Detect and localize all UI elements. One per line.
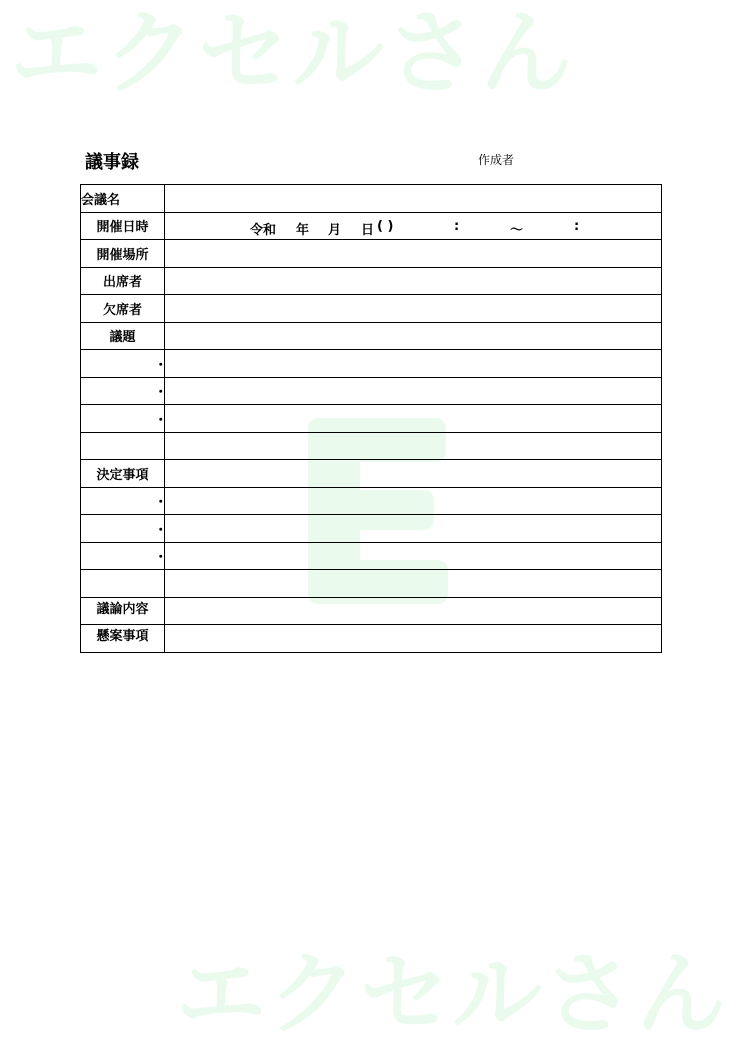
author-label: 作成者: [478, 153, 515, 167]
field-decision-item-3[interactable]: [165, 542, 662, 570]
field-agenda-item-3[interactable]: [165, 405, 662, 433]
decision-bullet-2: ･: [81, 515, 165, 543]
row-agenda-item-2: [81, 377, 662, 405]
row-blank-1: [81, 432, 662, 460]
field-absentees[interactable]: [165, 295, 662, 323]
document-title: 議事録: [85, 152, 139, 173]
agenda-bullet-1: ･: [81, 350, 165, 378]
date-day: 日: [361, 222, 375, 238]
label-absentees: 欠席者: [81, 295, 165, 323]
row-agenda: [81, 322, 662, 350]
blank-label-2: [81, 570, 165, 598]
field-discussion[interactable]: [165, 597, 662, 625]
time-range-tilde: 〜: [510, 222, 524, 238]
label-meeting-name: 会議名: [81, 185, 165, 213]
label-pending: 懸案事項: [81, 625, 165, 653]
field-decisions[interactable]: [165, 460, 662, 488]
row-attendees: [81, 267, 662, 295]
field-agenda-item-1[interactable]: [165, 350, 662, 378]
row-decisions: [81, 460, 662, 488]
label-attendees: 出席者: [81, 267, 165, 295]
field-blank-1[interactable]: [165, 432, 662, 460]
minutes-table: [80, 184, 662, 653]
label-discussion: 議論内容: [81, 597, 165, 625]
label-datetime: 開催日時: [81, 212, 165, 240]
label-agenda: 議題: [81, 322, 165, 350]
field-meeting-name[interactable]: [165, 185, 662, 213]
row-agenda-item-1: [81, 350, 662, 378]
field-decision-item-2[interactable]: [165, 515, 662, 543]
field-pending[interactable]: [165, 625, 662, 653]
field-venue[interactable]: [165, 240, 662, 268]
row-meeting-name: [81, 185, 662, 213]
row-decision-item-1: [81, 487, 662, 515]
blank-label-1: [81, 432, 165, 460]
label-venue: 開催場所: [81, 240, 165, 268]
end-time-colon: :: [574, 218, 580, 234]
decision-bullet-1: ･: [81, 487, 165, 515]
row-discussion: [81, 597, 662, 625]
agenda-bullet-3: ･: [81, 405, 165, 433]
date-month: 月: [328, 222, 342, 238]
date-year: 年: [296, 222, 310, 238]
field-blank-2[interactable]: [165, 570, 662, 598]
field-agenda[interactable]: [165, 322, 662, 350]
agenda-bullet-2: ･: [81, 377, 165, 405]
row-venue: [81, 240, 662, 268]
watermark-bottom: エクセルさん: [176, 942, 728, 1047]
row-absentees: [81, 295, 662, 323]
start-time-colon: :: [454, 218, 460, 234]
decision-bullet-3: ･: [81, 542, 165, 570]
row-decision-item-3: [81, 542, 662, 570]
date-era: 令和: [250, 222, 277, 238]
field-agenda-item-2[interactable]: [165, 377, 662, 405]
row-pending: [81, 625, 662, 653]
row-blank-2: [81, 570, 662, 598]
label-decisions: 決定事項: [81, 460, 165, 488]
date-weekday: ( ): [377, 218, 394, 234]
field-attendees[interactable]: [165, 267, 662, 295]
row-agenda-item-3: [81, 405, 662, 433]
field-decision-item-1[interactable]: [165, 487, 662, 515]
watermark-top: エクセルさん: [10, 0, 575, 107]
row-datetime: [81, 212, 662, 240]
row-decision-item-2: [81, 515, 662, 543]
field-datetime[interactable]: [165, 212, 662, 240]
